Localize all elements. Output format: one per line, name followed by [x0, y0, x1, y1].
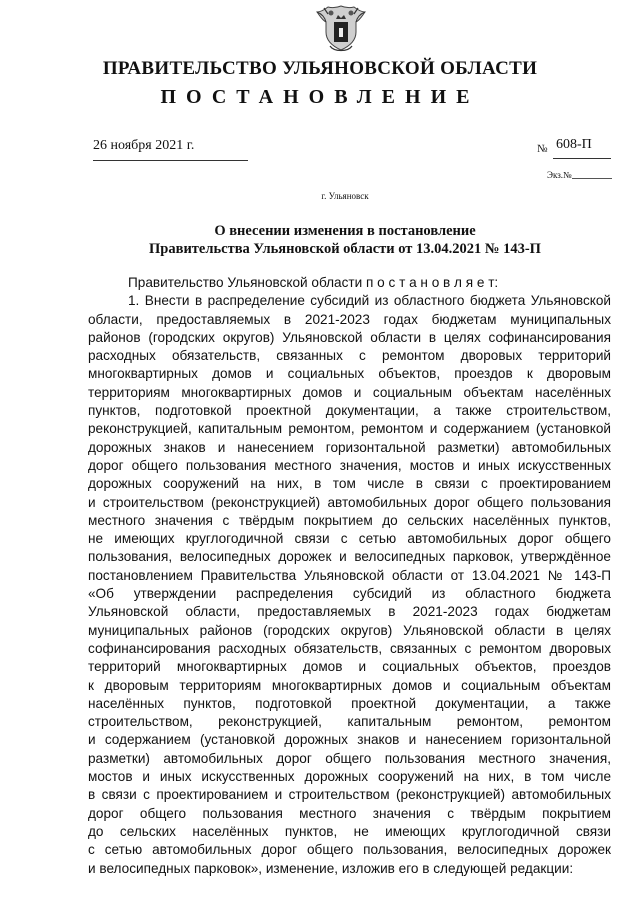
- body-line: населённых пунктов, подготовкой проектной документации, а также: [88, 695, 611, 711]
- body-line: пунктов, подготовкой проектной документации, а также строительством,: [88, 403, 611, 419]
- body-line: Правительство Ульяновской области п о с т а н о в л я е т:: [128, 275, 499, 290]
- document-body: [88, 274, 611, 878]
- body-line: и строительством (реконструкцией) автомобильных дорог общего пользования: [88, 494, 611, 510]
- document-subject: [0, 222, 640, 258]
- body-line: реконструкцией, капитальным ремонтом, ремонтом и содержанием (установкой: [88, 421, 611, 437]
- body-line: дорожных сооружений на них, в том числе в связи с проектированием: [88, 476, 611, 492]
- body-line: территориям многоквартирных домов и социальным объектам населённых: [88, 384, 611, 400]
- body-line: пользования, велосипедных дорожек и велосипедных парковок, утверждённое: [88, 549, 611, 565]
- body-line: не имеющих круглогодичной связи с сетью автомобильных дорог общего: [88, 531, 611, 547]
- document-type: ПОСТАНОВЛЕНИЕ: [160, 86, 480, 108]
- government-name: ПРАВИТЕЛЬСТВО УЛЬЯНОВСКОЙ ОБЛАСТИ: [102, 58, 538, 79]
- copy-number-label: Экз.№: [547, 170, 572, 180]
- body-line: Ульяновской области, предоставляемых в 2021-2023 годах бюджетам: [88, 604, 611, 620]
- document-number: 608-П: [556, 137, 592, 152]
- body-line: местного значения с твёрдым покрытием до сельских населённых пунктов,: [88, 512, 611, 528]
- body-line: территорий многоквартирных домов и социальных объектов, проездов: [88, 659, 611, 675]
- coat-of-arms-icon: [314, 2, 368, 56]
- body-line: дорог общего пользования местного значения с твёрдым покрытием: [88, 805, 611, 821]
- body-line: мостов и иных искусственных дорожных сооружений на них, в том числе: [88, 769, 611, 785]
- body-line: 1. Внести в распределение субсидий из областного бюджета Ульяновской: [128, 293, 611, 309]
- body-line: районов (городских округов) Ульяновской области в целях софинансирования: [88, 329, 611, 345]
- subject-line: О внесении изменения в постановление: [214, 223, 476, 239]
- subject-line: Правительства Ульяновской области от 13.04.2021 № 143-П: [149, 241, 541, 257]
- copy-number-underline: [572, 178, 612, 179]
- body-line: муниципальных районов (городских округов) Ульяновской области в целях: [88, 622, 611, 638]
- body-line: постановлением Правительства Ульяновской области от 13.04.2021 № 143-П: [88, 567, 611, 583]
- body-line: строительством, реконструкцией, капитальным ремонтом, ремонтом: [88, 714, 611, 730]
- number-underline: [553, 158, 611, 159]
- body-line: с сетью автомобильных дорог общего пользования, велосипедных дорожек: [88, 842, 611, 858]
- body-line: в связи с проектированием и строительством (реконструкцией) автомобильных: [88, 787, 611, 803]
- body-line: многоквартирных домов и социальных объектов, проездов к дворовым: [88, 366, 611, 382]
- body-line: дорог общего пользования местного значения, мостов и иных искусственных: [88, 457, 611, 473]
- body-line: разметки) автомобильных дорог общего пользования местного значения,: [88, 750, 611, 766]
- body-line: «Об утверждении распределения субсидий из областного бюджета: [88, 586, 611, 602]
- body-line: дорожных знаков и нанесением горизонтальной разметки) автомобильных: [88, 439, 611, 455]
- body-line: расходных обязательств, связанных с ремонтом дворовых территорий: [88, 348, 611, 364]
- document-date: 26 ноября 2021 г.: [93, 138, 195, 153]
- body-line: к дворовым территориям многоквартирных домов и социальным объектам: [88, 677, 611, 693]
- city-name: г. Ульяновск: [321, 191, 369, 201]
- body-line: до сельских населённых пунктов, не имеющих круглогодичной связи: [88, 823, 611, 839]
- body-line: и велосипедных парковок», изменение, изложив его в следующей редакции:: [88, 860, 574, 876]
- body-line: и содержанием (установкой дорожных знаков и нанесением горизонтальной: [88, 732, 611, 748]
- body-line: софинансирования расходных обязательств, связанных с ремонтом дворовых: [88, 640, 611, 656]
- date-underline: [93, 160, 248, 161]
- body-line: области, предоставляемых в 2021-2023 годах бюджетам муниципальных: [88, 311, 611, 327]
- number-sign: №: [537, 143, 548, 155]
